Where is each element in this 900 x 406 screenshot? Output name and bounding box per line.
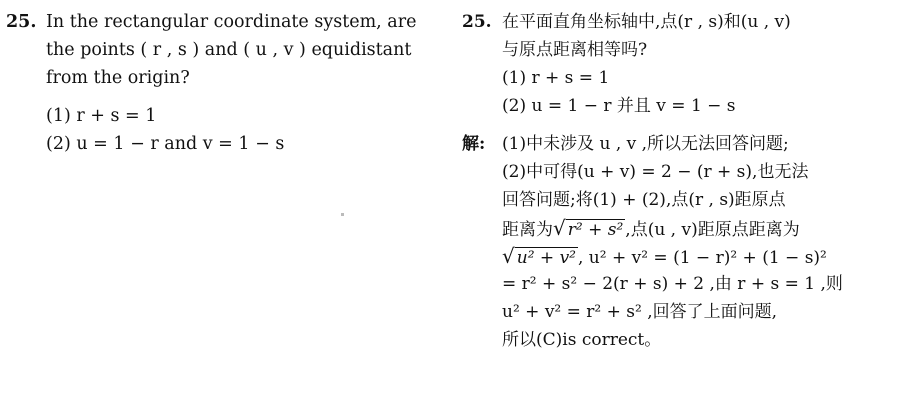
question-number: 25.: [6, 12, 37, 32]
condition-2: (2) u = 1 − r and v = 1 − s: [46, 134, 285, 154]
solution-line-8: 所以(C)is correct。: [502, 330, 662, 350]
scan-speck: [341, 213, 344, 216]
chinese-question-column: [462, 8, 892, 354]
chinese-condition-1: (1) r + s = 1: [502, 68, 610, 88]
question-text-line-2: the points ( r , s ) and ( u , v ) equidistant: [46, 40, 412, 60]
question-text-line-3: from the origin?: [46, 68, 190, 88]
solution-line-4: 距离为√ r² + s² ,点(u , v)距原点距离为: [462, 214, 892, 242]
english-question-column: [6, 8, 446, 158]
solution-line-7: u² + v² = r² + s² ,回答了上面问题,: [502, 302, 778, 322]
solution-line-6: = r² + s² − 2(r + s) + 2 ,由 r + s = 1 ,则: [502, 274, 843, 294]
solution-line-5: √ u² + v² , u² + v² = (1 − r)² + (1 − s)²: [462, 242, 892, 270]
chinese-question-line-2: 与原点距离相等吗?: [502, 40, 648, 60]
solution-line-3: 回答问题;将(1) + (2),点(r , s)距原点: [502, 190, 786, 210]
solution-line-2: (2)中可得(u + v) = 2 − (r + s),也无法: [502, 162, 809, 182]
sqrt-r2-s2: √ r² + s²: [553, 216, 624, 240]
solution-line-1: 解: (1)中未涉及 u , v ,所以无法回答问题;: [462, 130, 892, 158]
solution-label: 解:: [462, 134, 486, 154]
question-text-line-1: In the rectangular coordinate system, are: [46, 12, 417, 32]
sqrt-u2-v2: √ u² + v²: [502, 244, 576, 268]
condition-1: (1) r + s = 1: [46, 106, 157, 126]
chinese-question-number: 25.: [462, 12, 492, 32]
chinese-condition-2: (2) u = 1 − r 并且 v = 1 − s: [502, 96, 736, 116]
chinese-question-line-1: 在平面直角坐标轴中,点(r , s)和(u , v): [502, 12, 791, 32]
